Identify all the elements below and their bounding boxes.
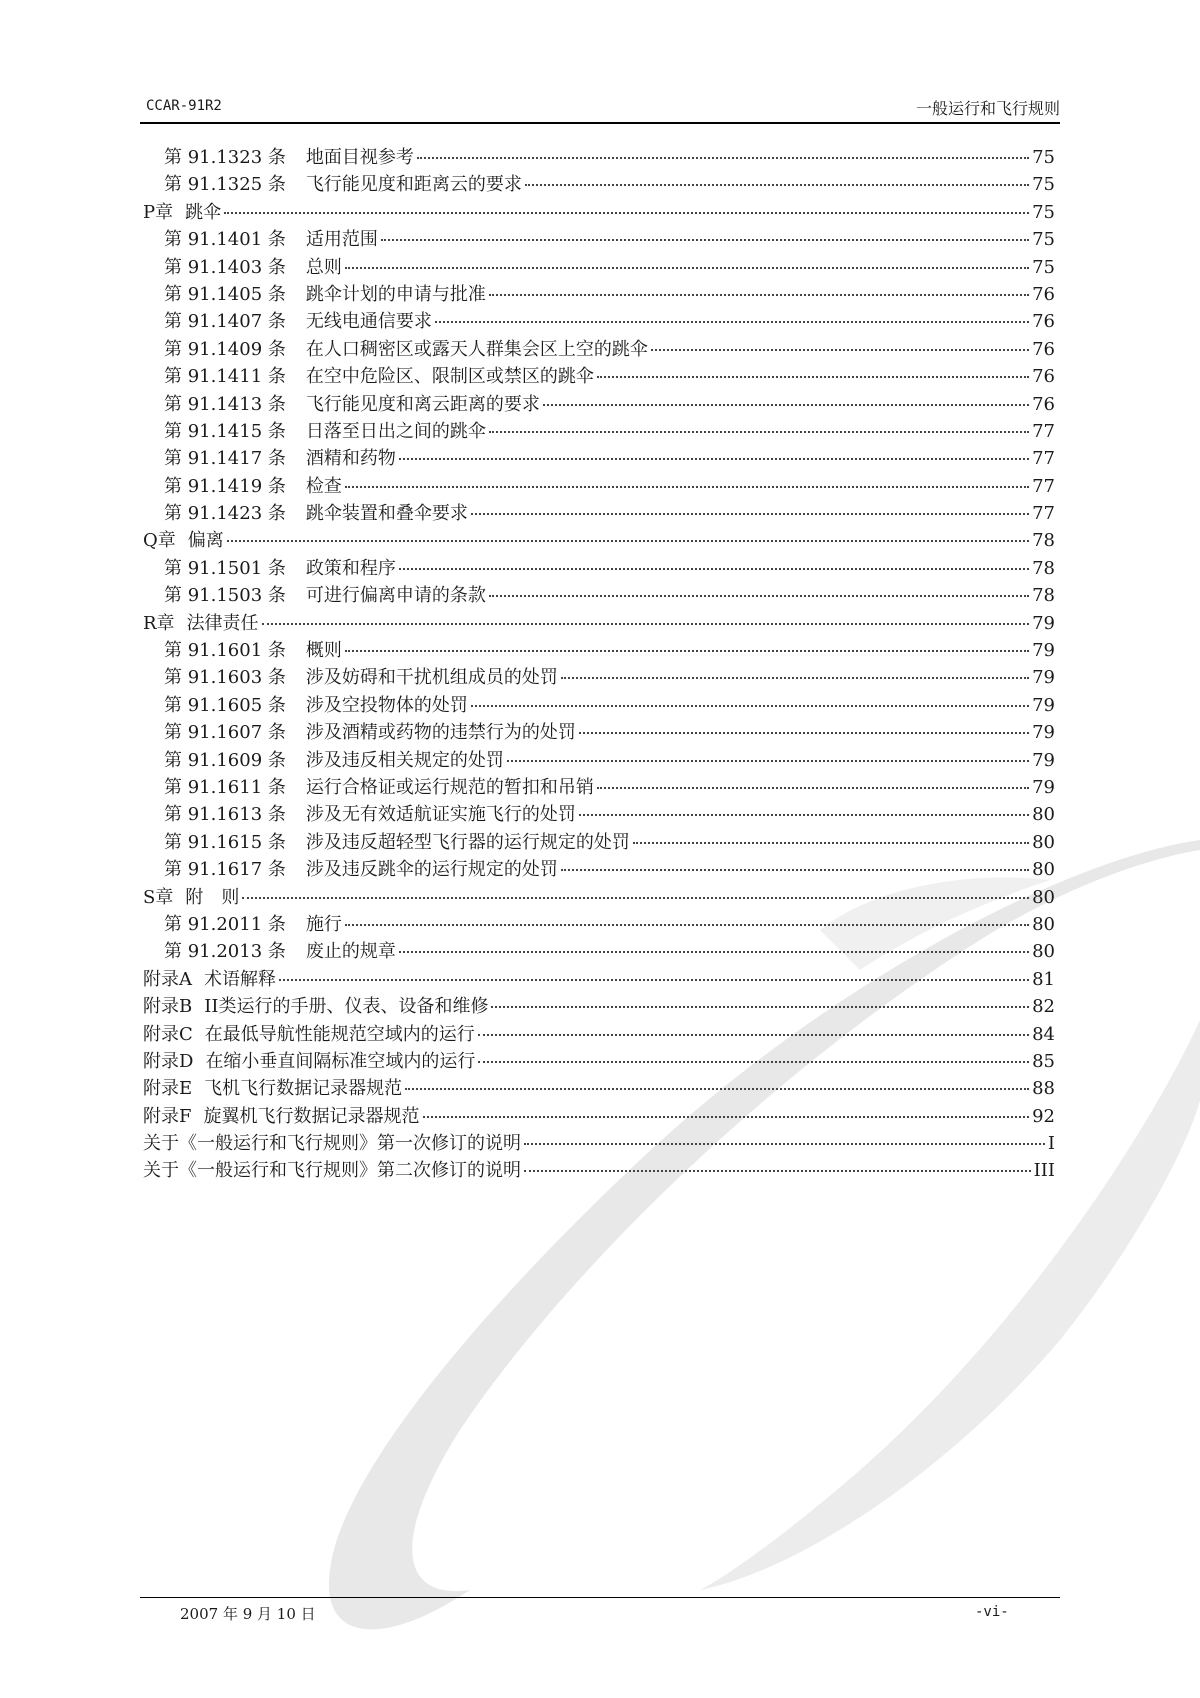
toc-leader-dots — [345, 486, 1029, 488]
toc-entry-title: 在空中危险区、限制区或禁区的跳伞 — [305, 366, 594, 388]
footer-rule — [140, 1597, 1060, 1598]
toc-entry[interactable] — [143, 444, 1055, 471]
toc-entry-page: 78 — [1032, 530, 1055, 552]
toc-leader-dots — [262, 623, 1030, 625]
footer-page-label: -vi- — [975, 1604, 1009, 1620]
toc-leader-dots — [227, 540, 1029, 542]
table-of-contents — [143, 143, 1055, 1184]
toc-entry-title: 飞行能见度和离云距离的要求 — [305, 393, 540, 415]
toc-entry[interactable] — [143, 143, 1055, 170]
toc-entry-page: 76 — [1032, 311, 1055, 333]
toc-entry-page: 81 — [1032, 968, 1055, 990]
toc-entry-page: I — [1047, 1133, 1055, 1155]
toc-entry-page: 85 — [1032, 1050, 1055, 1072]
toc-entry[interactable] — [143, 691, 1055, 718]
toc-entry[interactable] — [143, 390, 1055, 417]
toc-leader-dots — [491, 1006, 1029, 1008]
toc-leader-dots — [489, 431, 1029, 433]
toc-entry-number: 第 91.1407 条 — [164, 311, 286, 333]
toc-entry-number: 第 91.1611 条 — [164, 776, 286, 798]
toc-entry[interactable] — [143, 1047, 1055, 1074]
toc-entry[interactable] — [143, 472, 1055, 499]
toc-entry[interactable] — [143, 198, 1055, 225]
toc-entry-title: 酒精和药物 — [305, 448, 396, 470]
toc-entry-page: 76 — [1032, 283, 1055, 305]
toc-entry-page: 75 — [1032, 229, 1055, 251]
toc-entry-page: 82 — [1032, 996, 1055, 1018]
toc-leader-dots — [399, 951, 1029, 953]
toc-leader-dots — [242, 897, 1029, 899]
toc-entry-page: 75 — [1032, 201, 1055, 223]
toc-entry-page: 79 — [1032, 667, 1055, 689]
toc-entry[interactable] — [143, 937, 1055, 964]
toc-entry-page: 92 — [1032, 1105, 1055, 1127]
page-header — [140, 96, 1060, 122]
toc-entry[interactable] — [143, 828, 1055, 855]
toc-entry-number: 第 91.2011 条 — [164, 913, 286, 935]
toc-entry-page: 88 — [1032, 1078, 1055, 1100]
toc-entry-title: 在缩小垂直间隔标准空域内的运行 — [205, 1050, 476, 1072]
toc-entry-number: 第 91.1411 条 — [164, 366, 286, 388]
toc-entry-title: 适用范围 — [305, 229, 378, 251]
toc-entry-number: 第 91.1501 条 — [164, 557, 286, 579]
toc-leader-dots — [579, 814, 1029, 816]
toc-entry-page: 80 — [1032, 831, 1055, 853]
toc-entry-number: 附录A — [143, 968, 192, 990]
toc-entry-page: 80 — [1032, 804, 1055, 826]
toc-entry-number: 附录B — [143, 996, 193, 1018]
toc-entry-page: 79 — [1032, 694, 1055, 716]
toc-entry-number: 第 91.1405 条 — [164, 283, 286, 305]
toc-entry-number: 第 91.1415 条 — [164, 420, 286, 442]
toc-entry-number: 第 91.1401 条 — [164, 229, 286, 251]
toc-entry-title: 废止的规章 — [305, 941, 396, 963]
toc-entry-page: 76 — [1032, 393, 1055, 415]
toc-entry[interactable] — [143, 1156, 1055, 1183]
toc-leader-dots — [224, 212, 1029, 214]
toc-entry-number: Q章 — [143, 530, 176, 552]
toc-entry-title: 术语解释 — [204, 968, 276, 990]
toc-entry-title: 日落至日出之间的跳伞 — [305, 420, 486, 442]
toc-entry-number: 第 91.1423 条 — [164, 503, 286, 525]
toc-entry-page: 77 — [1032, 448, 1055, 470]
toc-entry-page: 80 — [1032, 941, 1055, 963]
toc-entry-title: 涉及妨碍和干扰机组成员的处罚 — [305, 667, 558, 689]
toc-leader-dots — [478, 1061, 1029, 1063]
toc-entry[interactable] — [143, 663, 1055, 690]
toc-entry-title: 无线电通信要求 — [305, 311, 432, 333]
toc-entry-number: 第 91.1325 条 — [164, 174, 286, 196]
toc-leader-dots — [561, 677, 1029, 679]
toc-leader-dots — [507, 760, 1029, 762]
header-rule — [140, 122, 1060, 124]
toc-entry-number: P章 — [143, 201, 174, 223]
toc-entry-title: 概则 — [305, 640, 342, 662]
toc-entry-page: 77 — [1032, 420, 1055, 442]
toc-entry-page: 75 — [1032, 256, 1055, 278]
toc-leader-dots — [633, 842, 1029, 844]
toc-entry-page: 79 — [1032, 640, 1055, 662]
toc-entry[interactable] — [143, 1074, 1055, 1101]
toc-leader-dots — [417, 157, 1029, 159]
toc-leader-dots — [399, 568, 1029, 570]
toc-entry[interactable] — [143, 581, 1055, 608]
toc-entry-number: 第 91.1601 条 — [164, 640, 286, 662]
toc-entry-page: 80 — [1032, 886, 1055, 908]
toc-entry[interactable] — [143, 253, 1055, 280]
toc-entry-number: 第 91.1605 条 — [164, 694, 286, 716]
toc-leader-dots — [345, 924, 1029, 926]
toc-entry-title: 政策和程序 — [305, 557, 396, 579]
toc-entry-title: 附 则 — [185, 886, 240, 908]
toc-entry-title: 涉及违反相关规定的处罚 — [305, 749, 504, 771]
toc-entry-title: 飞机飞行数据记录器规范 — [204, 1078, 403, 1100]
toc-leader-dots — [345, 650, 1029, 652]
toc-leader-dots — [405, 1088, 1029, 1090]
toc-entry-title: 在最低导航性能规范空域内的运行 — [204, 1023, 475, 1045]
toc-leader-dots — [381, 239, 1029, 241]
doc-code: CCAR-91R2 — [146, 98, 222, 114]
toc-leader-dots — [524, 1170, 1031, 1172]
toc-entry-page: 84 — [1032, 1023, 1055, 1045]
toc-entry-page: 79 — [1032, 722, 1055, 744]
toc-entry-number: 第 91.1613 条 — [164, 804, 286, 826]
toc-entry-number: 附录F — [143, 1105, 192, 1127]
toc-leader-dots — [345, 267, 1029, 269]
toc-entry-page: 76 — [1032, 338, 1055, 360]
toc-entry-title: 运行合格证或运行规范的暂扣和吊销 — [305, 776, 594, 798]
toc-entry-page: 80 — [1032, 859, 1055, 881]
toc-entry[interactable] — [143, 855, 1055, 882]
toc-entry-number: 第 91.1323 条 — [164, 147, 286, 168]
toc-entry-page: III — [1033, 1160, 1055, 1182]
toc-entry-title: 地面目视参考 — [305, 147, 414, 168]
toc-entry[interactable] — [143, 499, 1055, 526]
toc-entry-number: 第 91.1403 条 — [164, 256, 286, 278]
toc-entry-number: 第 91.1607 条 — [164, 722, 286, 744]
toc-entry-page: 79 — [1032, 612, 1055, 634]
toc-entry-page: 77 — [1032, 475, 1055, 497]
toc-entry[interactable] — [143, 636, 1055, 663]
toc-entry-title: 施行 — [305, 913, 342, 935]
toc-entry-number: 第 91.1409 条 — [164, 338, 286, 360]
toc-entry[interactable] — [143, 307, 1055, 334]
toc-entry[interactable] — [143, 280, 1055, 307]
toc-leader-dots — [543, 404, 1029, 406]
toc-entry[interactable] — [143, 746, 1055, 773]
toc-leader-dots — [471, 705, 1029, 707]
toc-entry-number: R章 — [143, 612, 175, 634]
toc-entry[interactable] — [143, 773, 1055, 800]
toc-leader-dots — [489, 595, 1029, 597]
toc-entry-number: 第 91.1609 条 — [164, 749, 286, 771]
toc-entry-title: 可进行偏离申请的条款 — [305, 585, 486, 607]
toc-leader-dots — [435, 321, 1029, 323]
toc-entry-number: S章 — [143, 886, 174, 908]
toc-entry-title: II类运行的手册、仪表、设备和维修 — [204, 996, 489, 1018]
toc-entry-title: 涉及违反跳伞的运行规定的处罚 — [305, 859, 558, 881]
toc-leader-dots — [489, 294, 1029, 296]
toc-entry-title: 法律责任 — [186, 612, 259, 634]
toc-entry-title: 涉及违反超轻型飞行器的运行规定的处罚 — [305, 831, 630, 853]
toc-entry-number: 第 91.2013 条 — [164, 941, 286, 963]
toc-entry-page: 77 — [1032, 503, 1055, 525]
toc-entry-title: 旋翼机飞行数据记录器规范 — [203, 1105, 420, 1127]
toc-entry-title: 涉及空投物体的处罚 — [305, 694, 468, 716]
toc-entry-title: 跳伞 — [185, 201, 222, 223]
toc-entry-number: 附录C — [143, 1023, 193, 1045]
toc-entry-title: 在人口稠密区或露天人群集会区上空的跳伞 — [305, 338, 648, 360]
toc-entry-page: 75 — [1032, 174, 1055, 196]
toc-entry-number: 附录D — [143, 1050, 194, 1072]
toc-entry[interactable] — [143, 554, 1055, 581]
toc-leader-dots — [524, 1143, 1045, 1145]
toc-leader-dots — [561, 869, 1029, 871]
toc-entry-title: 偏离 — [187, 530, 224, 552]
toc-entry[interactable] — [143, 718, 1055, 745]
toc-entry-number: 第 91.1503 条 — [164, 585, 286, 607]
toc-entry-title: 涉及无有效适航证实施飞行的处罚 — [305, 804, 576, 826]
toc-entry-title: 跳伞计划的申请与批准 — [305, 283, 486, 305]
toc-entry[interactable] — [143, 335, 1055, 362]
toc-entry[interactable] — [143, 170, 1055, 197]
toc-entry[interactable] — [143, 609, 1055, 636]
toc-entry[interactable] — [143, 883, 1055, 910]
toc-entry-number: 第 91.1617 条 — [164, 859, 286, 881]
toc-entry-number: 第 91.1417 条 — [164, 448, 286, 470]
toc-entry[interactable] — [143, 526, 1055, 553]
toc-leader-dots — [478, 1034, 1029, 1036]
toc-entry-page: 78 — [1032, 585, 1055, 607]
toc-leader-dots — [471, 513, 1029, 515]
toc-leader-dots — [579, 732, 1029, 734]
toc-entry-number: 第 91.1419 条 — [164, 475, 286, 497]
toc-leader-dots — [525, 184, 1029, 186]
toc-leader-dots — [651, 349, 1029, 351]
toc-entry-title: 飞行能见度和距离云的要求 — [305, 174, 522, 196]
toc-entry[interactable] — [143, 1020, 1055, 1047]
toc-entry-number: 附录E — [143, 1078, 193, 1100]
toc-entry-title: 跳伞装置和叠伞要求 — [305, 503, 468, 525]
toc-entry-number: 第 91.1413 条 — [164, 393, 286, 415]
footer-date: 2007 年 9 月 10 日 — [180, 1605, 316, 1623]
toc-leader-dots — [279, 979, 1029, 981]
toc-entry[interactable] — [143, 1102, 1055, 1129]
toc-entry[interactable] — [143, 800, 1055, 827]
toc-entry-page: 80 — [1032, 913, 1055, 935]
toc-leader-dots — [399, 458, 1029, 460]
toc-entry[interactable] — [143, 965, 1055, 992]
toc-entry[interactable] — [143, 910, 1055, 937]
toc-entry-number: 第 91.1603 条 — [164, 667, 286, 689]
toc-entry-title: 关于《一般运行和飞行规则》第二次修订的说明 — [143, 1160, 521, 1182]
doc-title: 一般运行和飞行规则 — [915, 99, 1060, 118]
toc-entry-number: 第 91.1615 条 — [164, 831, 286, 853]
toc-entry[interactable] — [143, 992, 1055, 1019]
toc-entry-page: 78 — [1032, 557, 1055, 579]
toc-leader-dots — [423, 1116, 1030, 1118]
toc-entry-title: 关于《一般运行和飞行规则》第一次修订的说明 — [143, 1133, 521, 1155]
toc-entry-title: 总则 — [305, 256, 342, 278]
toc-entry-page: 79 — [1032, 749, 1055, 771]
toc-leader-dots — [597, 376, 1029, 378]
toc-leader-dots — [597, 787, 1029, 789]
toc-entry-page: 75 — [1032, 147, 1055, 168]
toc-entry-page: 76 — [1032, 366, 1055, 388]
toc-entry-page: 79 — [1032, 776, 1055, 798]
toc-entry[interactable] — [143, 225, 1055, 252]
toc-entry-title: 涉及酒精或药物的违禁行为的处罚 — [305, 722, 576, 744]
toc-entry[interactable] — [143, 362, 1055, 389]
toc-entry[interactable] — [143, 417, 1055, 444]
toc-entry[interactable] — [143, 1129, 1055, 1156]
toc-entry-title: 检查 — [305, 475, 342, 497]
